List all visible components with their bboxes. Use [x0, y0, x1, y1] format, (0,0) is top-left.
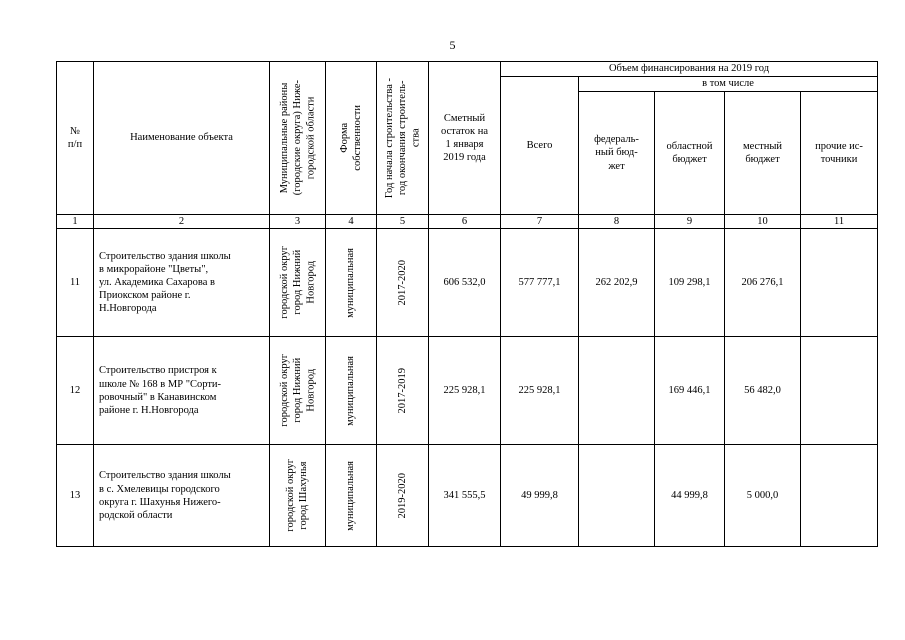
header-local: местный бюджет	[725, 92, 801, 215]
row-number: 11	[57, 229, 94, 337]
district-cell: городской округ город Шахунья	[270, 445, 326, 547]
table-row	[57, 337, 878, 445]
header-district: Муниципальные районы (городские округа) Ниже- городской области	[270, 62, 326, 215]
col-number: 8	[579, 215, 655, 229]
col-number: 5	[377, 215, 429, 229]
col-number: 3	[270, 215, 326, 229]
financing-table	[56, 61, 878, 547]
header-total: Всего	[501, 77, 579, 215]
col-number: 1	[57, 215, 94, 229]
header-num: № п/п	[57, 62, 94, 215]
district-cell: городской округ город Нижний Новгород	[270, 337, 326, 445]
col-number: 2	[94, 215, 270, 229]
table-row	[57, 445, 878, 547]
total-cell: 49 999,8	[501, 445, 579, 547]
object-name: Строительство здания школы в с. Хмелевицы городского округа г. Шахунья Нижего- родской области	[94, 445, 270, 547]
header-ownership: Форма собственности	[326, 62, 377, 215]
row-number: 12	[57, 337, 94, 445]
col-number: 6	[429, 215, 501, 229]
federal-cell	[579, 445, 655, 547]
header-including: в том числе	[579, 77, 878, 92]
column-number-row	[57, 215, 878, 229]
header-name: Наименование объекта	[94, 62, 270, 215]
col-number: 4	[326, 215, 377, 229]
years-cell: 2017-2019	[377, 337, 429, 445]
header-years: Год начала строительства - год окончания строитель- ства	[377, 62, 429, 215]
col-number: 7	[501, 215, 579, 229]
regional-cell: 169 446,1	[655, 337, 725, 445]
total-cell: 225 928,1	[501, 337, 579, 445]
page-number: 5	[449, 38, 456, 52]
balance-cell: 341 555,5	[429, 445, 501, 547]
total-cell: 577 777,1	[501, 229, 579, 337]
table-row	[57, 229, 878, 337]
local-cell: 206 276,1	[725, 229, 801, 337]
object-name: Строительство пристроя к школе № 168 в МР "Сорти- ровочный" в Канавинском районе г. Н.Новгорода	[94, 337, 270, 445]
row-number: 13	[57, 445, 94, 547]
balance-cell: 606 532,0	[429, 229, 501, 337]
years-cell: 2019-2020	[377, 445, 429, 547]
years-cell: 2017-2020	[377, 229, 429, 337]
regional-cell: 109 298,1	[655, 229, 725, 337]
col-number: 11	[801, 215, 878, 229]
header-row-1	[57, 62, 878, 77]
federal-cell: 262 202,9	[579, 229, 655, 337]
local-cell: 56 482,0	[725, 337, 801, 445]
other-cell	[801, 337, 878, 445]
header-balance: Сметный остаток на 1 января 2019 года	[429, 62, 501, 215]
header-federal: федераль- ный бюд- жет	[579, 92, 655, 215]
header-financing-group: Объем финансирования на 2019 год	[501, 62, 878, 77]
district-cell: городской округ город Нижний Новгород	[270, 229, 326, 337]
col-number: 10	[725, 215, 801, 229]
object-name: Строительство здания школы в микрорайоне "Цветы", ул. Академика Сахарова в Приокском районе г. Н.Новгорода	[94, 229, 270, 337]
local-cell: 5 000,0	[725, 445, 801, 547]
regional-cell: 44 999,8	[655, 445, 725, 547]
balance-cell: 225 928,1	[429, 337, 501, 445]
ownership-cell: муниципальная	[326, 445, 377, 547]
header-regional: областной бюджет	[655, 92, 725, 215]
federal-cell	[579, 337, 655, 445]
ownership-cell: муниципальная	[326, 337, 377, 445]
other-cell	[801, 445, 878, 547]
other-cell	[801, 229, 878, 337]
ownership-cell: муниципальная	[326, 229, 377, 337]
col-number: 9	[655, 215, 725, 229]
header-other: прочие ис- точники	[801, 92, 878, 215]
